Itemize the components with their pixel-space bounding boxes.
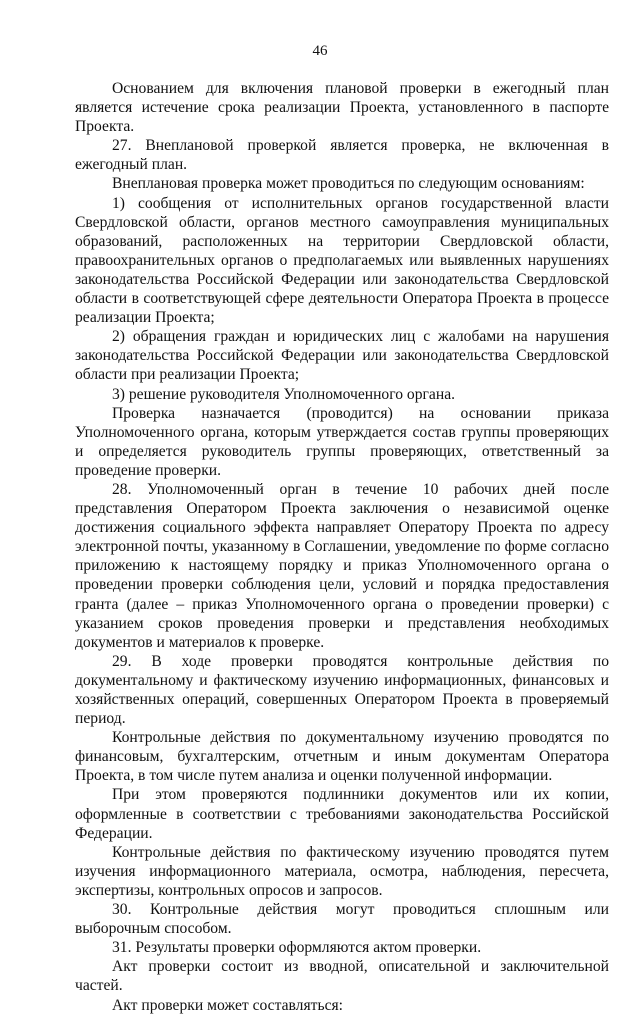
paragraph-27-unscheduled-inspection: 27. Внеплановой проверкой является проверка, не включенная в ежегодный план. <box>75 137 609 174</box>
body-text <box>75 79 609 1015</box>
paragraph-29-control-actions: 29. В ходе проверки проводятся контрольные действия по документальному и фактическому изучению информационных, финансовых и хозяйственных операций, совершенных Оператором Проекта в проверяемый период. <box>75 652 609 728</box>
paragraph-planned-inspection-basis: Основанием для включения плановой проверки в ежегодный план является истечение срока реализации Проекта, установленного в паспорте Проекта. <box>75 80 609 136</box>
paragraph-31-results-act: 31. Результаты проверки оформляются актом проверки. <box>112 939 482 957</box>
list-item-1-authority-reports: 1) сообщения от исполнительных органов государственной власти Свердловской области, органов местного самоуправления муниципальных образований, расположенных на территории Свердловской области, правоохранительных органов о предполагаемых или выявленных нарушениях законодательства Российской Федерации или законодательства Свердловской области в соответствующей сфере деятельности Оператора Проекта в процессе реализации Проекта; <box>75 194 609 327</box>
paragraph-inspection-order: Проверка назначается (проводится) на основании приказа Уполномоченного органа, которым утверждается состав группы проверяющих и определяется руководитель группы проверяющих, ответственный за проведение проверки. <box>75 404 609 479</box>
paragraph-unscheduled-grounds-intro: Внеплановая проверка может проводиться по следующим основаниям: <box>112 175 585 193</box>
page-number: 46 <box>312 43 328 59</box>
paragraph-factual-study: Контрольные действия по фактическому изучению проводятся путем изучения информационного материала, осмотра, наблюдения, пересчета, экспертизы, контрольных опросов и запросов. <box>75 843 609 899</box>
list-item-2-citizen-complaints: 2) обращения граждан и юридических лиц с жалобами на нарушения законодательства Российской Федерации или законодательства Свердловской области при реализации Проекта; <box>75 328 609 384</box>
paragraph-original-documents: При этом проверяются подлинники документов или их копии, оформленные в соответствии с требованиями законодательства Российской Федерации. <box>75 786 609 842</box>
paragraph-30-methods: 30. Контрольные действия могут проводиться сплошным или выборочным способом. <box>75 901 609 938</box>
paragraph-act-structure: Акт проверки состоит из вводной, описательной и заключительной частей. <box>75 958 609 995</box>
paragraph-documentary-study: Контрольные действия по документальному изучению проводятся по финансовым, бухгалтерским, отчетным и иным документам Оператора Проекта, в том числе путем анализа и оценки полученной информации. <box>75 729 609 785</box>
paragraph-act-compilation: Акт проверки может составляться: <box>112 996 343 1014</box>
paragraph-28-notification: 28. Уполномоченный орган в течение 10 рабочих дней после представления Оператором Проекта заключения о независимой оценке достижения социального эффекта направляет Оператору Проекта по адресу электронной почты, указанному в Соглашении, уведомление по форме согласно приложению к настоящему порядку и приказ Уполномоченного органа о проведении проверки соблюдения цели, условий и порядка предоставления гранта (далее – приказ Уполномоченного органа о проведении проверки) с указанием сроков проведения проверки и представления необходимых документов и материалов к проверке. <box>75 480 609 651</box>
list-item-3-head-decision: 3) решение руководителя Уполномоченного органа. <box>112 385 456 403</box>
